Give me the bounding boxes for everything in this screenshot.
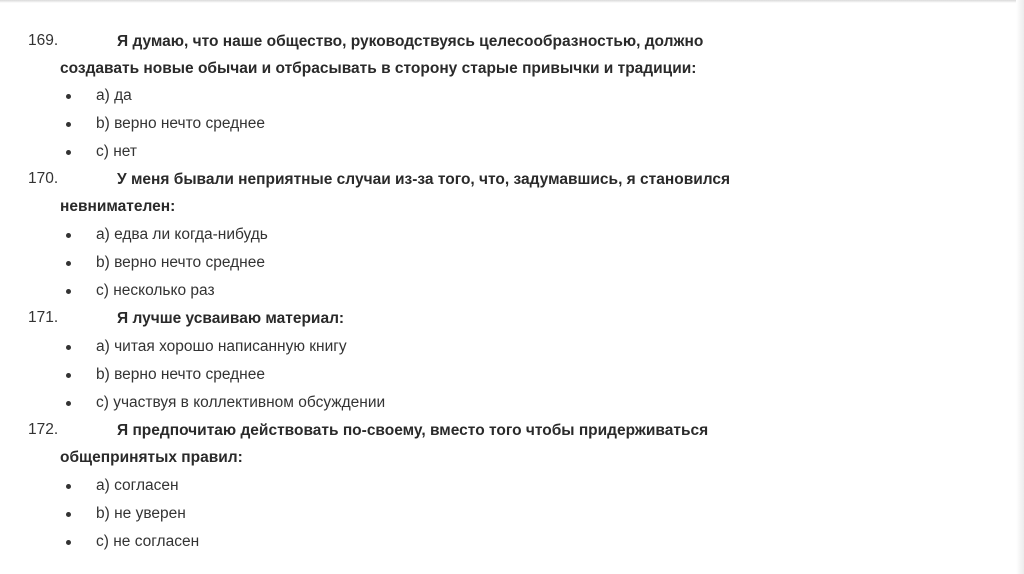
- answer-label: b) верно нечто среднее: [96, 366, 265, 383]
- answer-option[interactable]: [0, 114, 800, 136]
- bullet-icon: [66, 484, 71, 489]
- bullet-icon: [66, 94, 71, 99]
- answer-label: с) участвуя в коллективном обсуждении: [96, 394, 386, 411]
- answer-label: с) нет: [96, 143, 137, 160]
- answer-option[interactable]: [0, 337, 800, 359]
- bullet-icon: [66, 512, 71, 517]
- answer-option[interactable]: [0, 225, 800, 247]
- question-text: Я предпочитаю действовать по-своему, вместо того чтобы придерживаться общепринятых правил:: [60, 422, 709, 466]
- answer-label: b) не уверен: [96, 505, 186, 522]
- slide-right-shadow: [1016, 0, 1024, 574]
- answer-option[interactable]: [0, 476, 800, 498]
- bullet-icon: [66, 373, 71, 378]
- answer-option[interactable]: [0, 281, 800, 303]
- bullet-icon: [66, 233, 71, 238]
- answer-option[interactable]: [0, 253, 800, 275]
- bullet-icon: [66, 122, 71, 127]
- answer-label: b) верно нечто среднее: [96, 254, 265, 271]
- answer-label: а) читая хорошо написанную книгу: [96, 338, 347, 355]
- bullet-icon: [66, 289, 71, 294]
- bullet-icon: [66, 150, 71, 155]
- answer-option[interactable]: [0, 86, 800, 108]
- bullet-icon: [66, 401, 71, 406]
- bullet-icon: [66, 345, 71, 350]
- answer-option[interactable]: [0, 142, 800, 164]
- answer-option[interactable]: [0, 504, 800, 526]
- slide-top-border: [0, 0, 1024, 3]
- answer-option[interactable]: [0, 393, 800, 415]
- answer-label: а) едва ли когда-нибудь: [96, 226, 268, 243]
- question-text: Я думаю, что наше общество, руководствуясь целесообразностью, должно создавать новые обычаи и отбрасывать в сторону старые привычки и традиции:: [60, 33, 704, 77]
- answer-label: а) да: [96, 87, 132, 104]
- question-number: 172.: [28, 421, 59, 438]
- question-number: 169.: [28, 32, 59, 49]
- question-number: 170.: [28, 170, 59, 187]
- answer-label: b) верно нечто среднее: [96, 115, 265, 132]
- bullet-icon: [66, 540, 71, 545]
- bullet-icon: [66, 261, 71, 266]
- answer-label: а) согласен: [96, 477, 179, 494]
- question-number: 171.: [28, 309, 59, 326]
- answer-label: с) не согласен: [96, 533, 200, 550]
- answer-option[interactable]: [0, 365, 800, 387]
- answer-label: с) несколько раз: [96, 282, 215, 299]
- question-text: У меня бывали неприятные случаи из-за того, что, задумавшись, я становился невнимателен:: [60, 171, 731, 215]
- answer-option[interactable]: [0, 532, 800, 554]
- question-text: Я лучше усваиваю материал:: [117, 310, 345, 327]
